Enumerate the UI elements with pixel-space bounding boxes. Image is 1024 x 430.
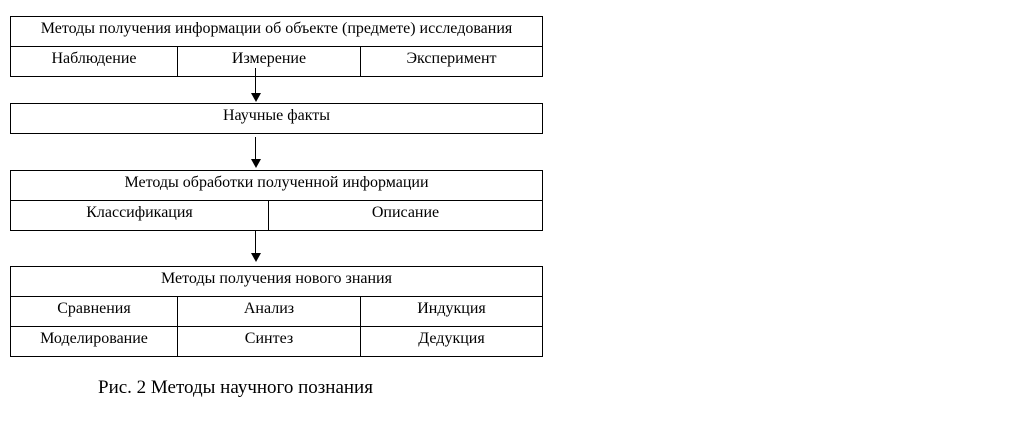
arrow-shaft [255,137,256,160]
method-observation: Наблюдение [51,50,137,67]
block-header-row [11,267,542,296]
block-information-acquisition-methods [10,16,543,77]
method-synthesis: Синтез [177,327,360,356]
method-classification: Классификация [86,204,193,221]
block-title: Методы обработки полученной информации [124,174,429,191]
block-scientific-facts [10,103,543,134]
arrow-shaft [255,68,256,94]
block-items-row [11,326,542,356]
arrow-shaft [255,230,256,254]
block-title: Методы получения информации об объекте (предмете) исследования [40,20,513,37]
method-comparison: Сравнения [57,300,131,317]
block-header-row [11,171,542,200]
block-title: Методы получения нового знания [161,270,392,287]
block-title: Научные факты [222,107,331,124]
block-new-knowledge-methods [10,266,543,357]
block-header-row [11,17,542,46]
arrow-head-icon [251,253,261,262]
method-measurement: Измерение [177,47,360,76]
block-items-row [11,200,542,230]
figure-caption: Рис. 2 Методы научного познания [98,377,373,398]
arrow-head-icon [251,159,261,168]
arrow-down-2 [250,137,262,168]
arrow-down-3 [250,230,262,262]
block-items-row [11,46,542,76]
arrow-down-1 [250,68,262,102]
method-deduction: Дедукция [360,327,542,356]
block-information-processing-methods [10,170,543,231]
method-analysis: Анализ [177,297,360,326]
method-induction: Индукция [360,297,542,326]
block-header-row [11,104,542,133]
method-modeling: Моделирование [40,330,148,347]
method-experiment: Эксперимент [360,47,542,76]
arrow-head-icon [251,93,261,102]
block-items-row [11,296,542,326]
method-description: Описание [268,201,542,230]
